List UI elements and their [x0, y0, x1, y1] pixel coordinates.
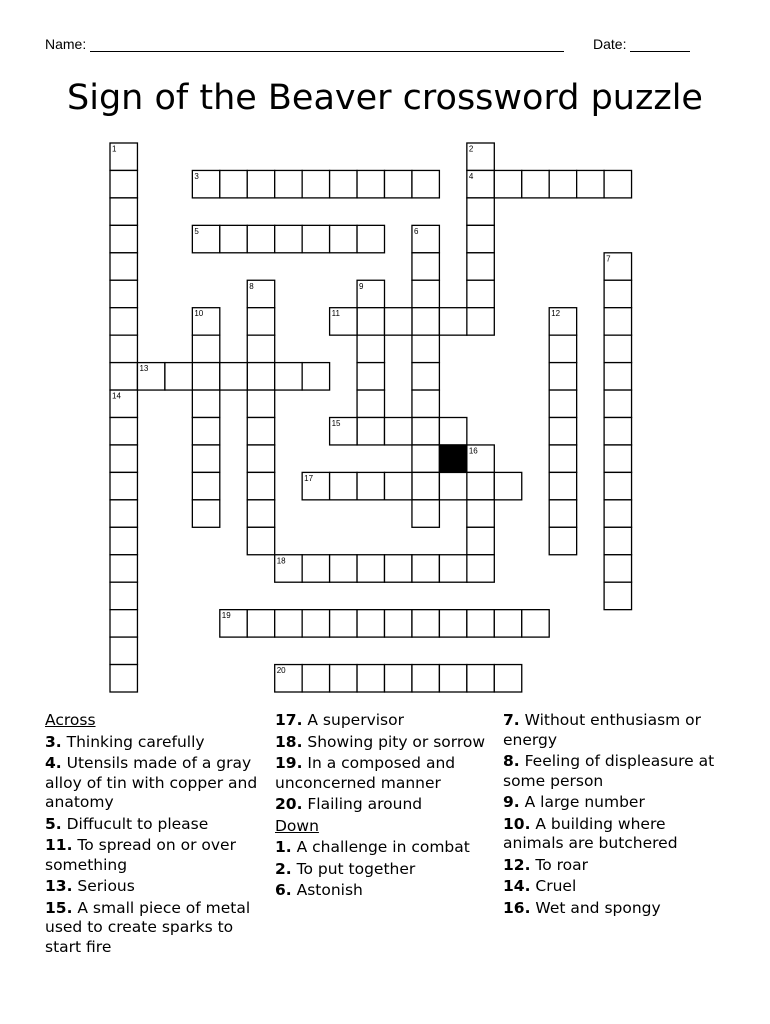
grid-cell[interactable] — [302, 363, 329, 390]
grid-cell[interactable] — [110, 665, 137, 692]
grid-cell[interactable] — [357, 280, 384, 307]
grid-cell[interactable] — [357, 472, 384, 499]
grid-cell[interactable] — [604, 335, 631, 362]
grid-cell[interactable] — [604, 363, 631, 390]
grid-cell[interactable] — [412, 253, 439, 280]
cell-number: 10 — [194, 309, 204, 319]
grid-cell[interactable] — [110, 390, 137, 417]
clue-number: 19. — [275, 754, 303, 772]
cell-number: 2 — [468, 144, 474, 154]
grid-cell[interactable] — [604, 555, 631, 582]
grid-cell[interactable] — [494, 170, 521, 197]
down-clue — [503, 899, 718, 919]
cell-number: 20 — [276, 666, 286, 676]
grid-cell[interactable] — [110, 225, 137, 252]
grid-cell[interactable] — [110, 253, 137, 280]
grid-cell[interactable] — [385, 665, 412, 692]
grid-cell[interactable] — [275, 363, 302, 390]
grid-cell[interactable] — [467, 143, 494, 170]
grid-cell[interactable] — [302, 555, 329, 582]
grid-cell[interactable] — [192, 170, 219, 197]
grid-cell[interactable] — [357, 170, 384, 197]
grid-cell[interactable] — [439, 665, 466, 692]
grid-cell[interactable] — [412, 500, 439, 527]
clue-number: 18. — [275, 732, 303, 751]
grid-cell[interactable] — [330, 225, 357, 252]
grid-cell[interactable] — [439, 472, 466, 499]
grid-cell[interactable] — [247, 335, 274, 362]
cell-number: 6 — [413, 226, 419, 236]
grid-cell[interactable] — [192, 335, 219, 362]
date-label: Date: — [593, 36, 627, 52]
grid-cell[interactable] — [549, 500, 576, 527]
clue-number: 6. — [275, 881, 292, 899]
grid-cell[interactable] — [110, 555, 137, 582]
cell-number: 1 — [112, 144, 117, 154]
grid-cell[interactable] — [604, 472, 631, 499]
grid-cell[interactable] — [192, 390, 219, 417]
grid-cell[interactable] — [110, 143, 137, 170]
grid-cell[interactable] — [412, 472, 439, 499]
down-clue — [275, 860, 490, 880]
clue-number: 14. — [503, 877, 531, 895]
grid-cell[interactable] — [220, 170, 247, 197]
grid-cell[interactable] — [604, 390, 631, 417]
clue-text: Showing pity or sorrow — [302, 732, 486, 751]
grid-cell[interactable] — [330, 418, 357, 445]
cell-number: 7 — [606, 254, 611, 264]
clue-text: A building where animals are butchered — [503, 814, 678, 852]
across-clue — [45, 733, 260, 753]
grid-cell[interactable] — [385, 308, 412, 335]
down-clue — [503, 815, 718, 854]
grid-cell[interactable] — [412, 610, 439, 637]
clue-text: Cruel — [530, 877, 577, 895]
across-clue — [45, 815, 260, 835]
grid-cell[interactable] — [604, 170, 631, 197]
clue-text: Diffucult to please — [61, 814, 209, 833]
grid-cell[interactable] — [577, 170, 604, 197]
grid-cell[interactable] — [220, 610, 247, 637]
clue-number: 8. — [503, 752, 520, 770]
grid-cell[interactable] — [357, 418, 384, 445]
cell-number: 3 — [194, 171, 199, 181]
grid-cell[interactable] — [412, 225, 439, 252]
grid-cell[interactable] — [110, 170, 137, 197]
clue-text: Thinking carefully — [61, 732, 205, 751]
grid-cell[interactable] — [604, 500, 631, 527]
cell-number: 4 — [468, 171, 474, 181]
grid-cell[interactable] — [192, 445, 219, 472]
grid-cell[interactable] — [412, 418, 439, 445]
grid-cell[interactable] — [247, 170, 274, 197]
grid-cell[interactable] — [549, 308, 576, 335]
grid-cell[interactable] — [467, 472, 494, 499]
grid-cell[interactable] — [110, 472, 137, 499]
clue-number: 16. — [503, 898, 531, 917]
grid-cell[interactable] — [165, 363, 192, 390]
grid-cell[interactable] — [604, 280, 631, 307]
name-field — [45, 36, 564, 52]
down-clue — [503, 856, 718, 876]
clue-number: 10. — [503, 814, 531, 833]
clue-text: Serious — [72, 877, 135, 895]
grid-cell[interactable] — [604, 445, 631, 472]
down-clue — [275, 881, 490, 901]
black-cell — [439, 445, 466, 472]
page-title: Sign of the Beaver crossword puzzle — [67, 78, 703, 118]
across-clue — [45, 877, 260, 897]
grid-cell[interactable] — [330, 665, 357, 692]
clue-text: To roar — [530, 855, 589, 874]
cell-number: 5 — [194, 226, 199, 236]
clue-text: Utensils made of a gray alloy of tin with copper and anatomy — [45, 754, 258, 811]
grid-cell[interactable] — [385, 472, 412, 499]
clue-text: Flailing around — [302, 795, 423, 813]
clue-text: A supervisor — [302, 711, 404, 729]
cell-number: 9 — [359, 281, 364, 291]
grid-cell[interactable] — [494, 610, 521, 637]
clue-number: 2. — [275, 859, 292, 878]
grid-cell[interactable] — [247, 445, 274, 472]
grid-cell[interactable] — [604, 308, 631, 335]
grid-cell[interactable] — [330, 555, 357, 582]
down-clue — [503, 793, 718, 813]
down-clue — [275, 838, 490, 858]
grid-cell[interactable] — [467, 610, 494, 637]
grid-cell[interactable] — [247, 610, 274, 637]
grid-cell[interactable] — [467, 170, 494, 197]
clue-text: In a composed and unconcerned manner — [275, 754, 456, 792]
clue-column-3 — [503, 711, 718, 920]
down-heading: Down — [275, 816, 319, 835]
grid-cell[interactable] — [110, 582, 137, 609]
grid-cell[interactable] — [357, 335, 384, 362]
grid-cell[interactable] — [385, 418, 412, 445]
grid-cell[interactable] — [110, 198, 137, 225]
clue-number: 17. — [275, 711, 303, 729]
grid-cell[interactable] — [247, 280, 274, 307]
grid-cell[interactable] — [604, 253, 631, 280]
cell-number: 8 — [249, 281, 254, 291]
grid-cell[interactable] — [412, 308, 439, 335]
across-clue — [275, 754, 490, 793]
down-clue — [503, 752, 718, 791]
grid-cell[interactable] — [302, 225, 329, 252]
grid-cell[interactable] — [192, 418, 219, 445]
clue-column-2 — [275, 711, 490, 903]
clue-text: A small piece of metal used to create sparks to start fire — [45, 898, 251, 956]
grid-cell[interactable] — [110, 445, 137, 472]
grid-cell[interactable] — [192, 500, 219, 527]
grid-cell[interactable] — [275, 665, 302, 692]
grid-cell[interactable] — [192, 363, 219, 390]
grid-cell[interactable] — [522, 170, 549, 197]
grid-cell[interactable] — [330, 472, 357, 499]
grid-cell[interactable] — [357, 308, 384, 335]
grid-cell[interactable] — [302, 665, 329, 692]
grid-cell[interactable] — [275, 555, 302, 582]
grid-cell[interactable] — [604, 418, 631, 445]
grid-cell[interactable] — [110, 335, 137, 362]
grid-cell[interactable] — [247, 527, 274, 554]
cell-number: 19 — [221, 611, 231, 621]
clue-number: 4. — [45, 754, 62, 772]
grid-cell[interactable] — [467, 445, 494, 472]
across-clue — [45, 754, 260, 813]
grid-cell[interactable] — [467, 280, 494, 307]
grid-cell[interactable] — [604, 527, 631, 554]
grid-cell[interactable] — [275, 610, 302, 637]
grid-cell[interactable] — [467, 253, 494, 280]
grid-cell[interactable] — [302, 472, 329, 499]
grid-cell[interactable] — [275, 225, 302, 252]
clue-text: A challenge in combat — [291, 838, 470, 856]
clue-number: 3. — [45, 732, 62, 751]
grid-cell[interactable] — [412, 555, 439, 582]
grid-cell[interactable] — [137, 363, 164, 390]
grid-cell[interactable] — [330, 610, 357, 637]
grid-cell[interactable] — [412, 335, 439, 362]
clue-text: Wet and spongy — [530, 898, 661, 917]
grid-cell[interactable] — [549, 170, 576, 197]
grid-cell[interactable] — [110, 527, 137, 554]
name-line[interactable] — [90, 39, 564, 52]
cell-number: 13 — [139, 364, 149, 374]
grid-cell[interactable] — [220, 225, 247, 252]
grid-cell[interactable] — [522, 610, 549, 637]
cell-number: 11 — [331, 309, 340, 319]
grid-cell[interactable] — [247, 418, 274, 445]
grid-cell[interactable] — [357, 555, 384, 582]
grid-cell[interactable] — [494, 472, 521, 499]
grid-cell[interactable] — [549, 363, 576, 390]
clue-column-1 — [45, 711, 260, 959]
grid-cell[interactable] — [604, 582, 631, 609]
grid-cell[interactable] — [412, 390, 439, 417]
grid-cell[interactable] — [330, 170, 357, 197]
grid-cell[interactable] — [110, 363, 137, 390]
clue-number: 11. — [45, 836, 73, 854]
grid-cell[interactable] — [247, 225, 274, 252]
grid-cell[interactable] — [110, 610, 137, 637]
grid-cell[interactable] — [247, 472, 274, 499]
down-clue — [503, 711, 718, 750]
grid-cell[interactable] — [412, 170, 439, 197]
across-clue — [45, 836, 260, 875]
grid-cell[interactable] — [192, 472, 219, 499]
grid-cell[interactable] — [357, 363, 384, 390]
grid-cell[interactable] — [275, 170, 302, 197]
across-clue — [275, 795, 490, 815]
grid-cell[interactable] — [412, 665, 439, 692]
cell-number: 14 — [112, 391, 121, 401]
clue-text: To put together — [291, 859, 416, 878]
grid-cell[interactable] — [467, 225, 494, 252]
grid-cell[interactable] — [467, 198, 494, 225]
grid-cell[interactable] — [412, 445, 439, 472]
grid-cell[interactable] — [439, 308, 466, 335]
clue-text: To spread on or over something — [45, 836, 236, 874]
across-clue — [275, 711, 490, 731]
grid-cell[interactable] — [330, 308, 357, 335]
grid-cell[interactable] — [247, 500, 274, 527]
grid-cell[interactable] — [549, 472, 576, 499]
grid-cell[interactable] — [302, 610, 329, 637]
across-clue — [45, 899, 260, 958]
clue-text: Feeling of displeasure at some person — [503, 752, 715, 790]
grid-cell[interactable] — [385, 170, 412, 197]
grid-cell[interactable] — [467, 527, 494, 554]
grid-cell[interactable] — [192, 308, 219, 335]
cell-number: 17 — [304, 473, 314, 483]
clue-number: 1. — [275, 838, 292, 856]
grid-cell[interactable] — [110, 280, 137, 307]
grid-cell[interactable] — [357, 225, 384, 252]
grid-cell[interactable] — [467, 555, 494, 582]
grid-cell[interactable] — [412, 363, 439, 390]
grid-cell[interactable] — [549, 390, 576, 417]
grid-cell[interactable] — [549, 445, 576, 472]
clue-text: A large number — [519, 793, 645, 811]
clue-number: 13. — [45, 877, 73, 895]
cell-number: 15 — [331, 419, 341, 428]
grid-cell[interactable] — [110, 637, 137, 664]
grid-cell[interactable] — [247, 390, 274, 417]
grid-cell[interactable] — [385, 610, 412, 637]
cell-number: 18 — [276, 556, 286, 566]
grid-cell[interactable] — [110, 500, 137, 527]
cell-number: 12 — [551, 309, 561, 319]
grid-cell[interactable] — [467, 500, 494, 527]
grid-cell[interactable] — [247, 308, 274, 335]
clue-text: Without enthusiasm or energy — [503, 711, 702, 749]
grid-cell[interactable] — [110, 418, 137, 445]
grid-cell[interactable] — [549, 335, 576, 362]
name-label: Name: — [45, 36, 87, 52]
clue-number: 12. — [503, 855, 531, 874]
grid-cell[interactable] — [110, 308, 137, 335]
across-heading: Across — [45, 711, 96, 729]
clue-number: 5. — [45, 814, 62, 833]
clue-number: 20. — [275, 795, 303, 813]
grid-cell[interactable] — [467, 665, 494, 692]
clue-number: 15. — [45, 898, 73, 917]
grid-cell[interactable] — [439, 610, 466, 637]
clue-number: 7. — [503, 711, 520, 729]
grid-cell[interactable] — [357, 610, 384, 637]
grid-cell[interactable] — [549, 418, 576, 445]
across-clue — [275, 733, 490, 753]
grid-cell[interactable] — [357, 390, 384, 417]
down-clue — [503, 877, 718, 897]
clue-text: Astonish — [291, 881, 363, 899]
grid-cell[interactable] — [467, 308, 494, 335]
grid-cell[interactable] — [385, 555, 412, 582]
grid-cell[interactable] — [439, 418, 466, 445]
grid-cell[interactable] — [549, 527, 576, 554]
grid-cell[interactable] — [357, 665, 384, 692]
grid-cell[interactable] — [494, 665, 521, 692]
cell-number: 16 — [468, 446, 478, 456]
date-line[interactable] — [630, 39, 690, 52]
grid-cell[interactable] — [192, 225, 219, 252]
clue-number: 9. — [503, 793, 520, 811]
grid-cell[interactable] — [439, 555, 466, 582]
grid-cell[interactable] — [412, 280, 439, 307]
grid-cell[interactable] — [302, 170, 329, 197]
grid-cell[interactable] — [220, 363, 247, 390]
date-field — [593, 36, 690, 52]
grid-cell[interactable] — [247, 363, 274, 390]
